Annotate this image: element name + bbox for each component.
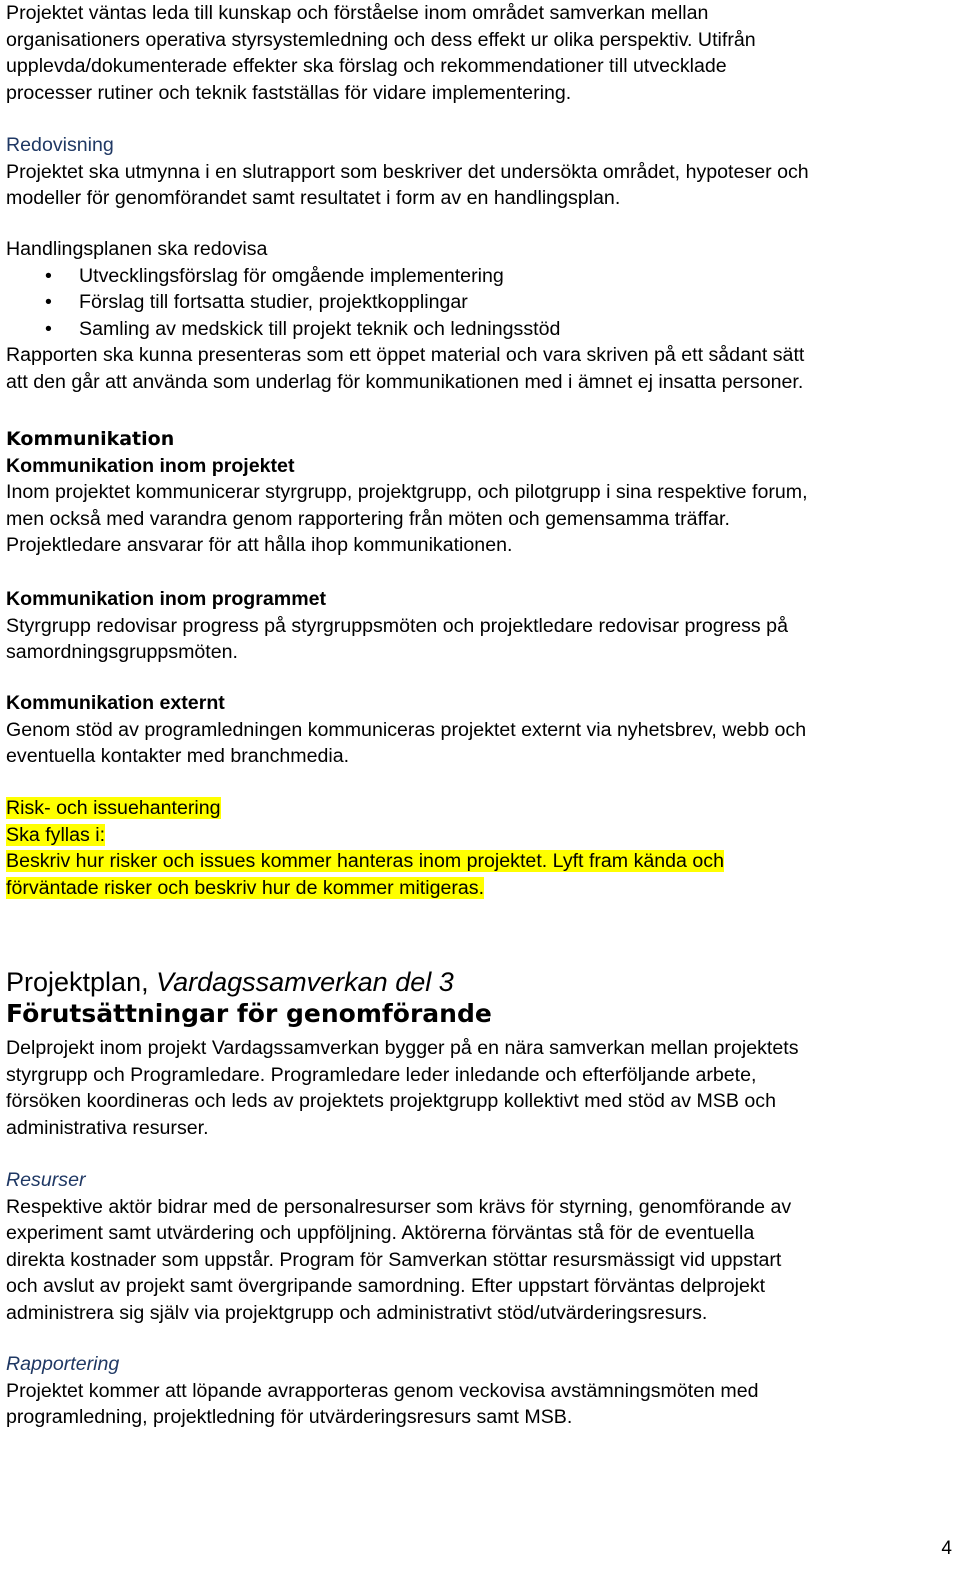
bullet-item: [6, 263, 952, 290]
text-line: Genom stöd av programledningen kommuniceras projektet externt via nyhetsbrev, webb och: [6, 718, 807, 741]
text-line: Inom projektet kommunicerar styrgrupp, projektgrupp, och pilotgrupp i sina respektive forum,: [6, 481, 808, 503]
text-line: Delprojekt inom projekt Vardagssamverkan bygger på en nära samverkan mellan projektets: [6, 1037, 799, 1059]
text-line: Respektive aktör bidrar med de personalresurser som krävs för styrning, genomförande av: [6, 1195, 792, 1218]
resurser-heading: Resurser: [6, 1169, 86, 1191]
text-line: Projektet ska utmynna i en slutrapport som beskriver det undersökta området, hypoteser och: [6, 160, 809, 183]
text-line: Projektledare ansvarar för att hålla ihop kommunikationen.: [6, 534, 513, 556]
text-line: modeller för genomförandet samt resultatet i form av en handlingsplan.: [6, 187, 621, 209]
text-line: och avslut av projekt samt övergripande samordning. Efter uppstart förväntas delprojekt: [6, 1275, 766, 1297]
redovisning-heading: Redovisning: [6, 134, 114, 156]
text-line: eventuella kontakter med branchmedia.: [6, 745, 350, 767]
bullet-icon: •: [45, 317, 52, 340]
handlingsplan-intro: Handlingsplanen ska redovisa: [6, 238, 268, 260]
text-line: att den går att använda som underlag för kommunikationen med i ämnet ej insatta personer.: [6, 370, 804, 393]
kommunikation-heading: Kommunikation: [6, 428, 175, 450]
rapportering-heading: Rapportering: [6, 1353, 120, 1375]
text-line: styrgrupp och Programledare. Programledare leder inledande och efterföljande arbete,: [6, 1063, 757, 1086]
text-line: experiment samt utvärdering och uppföljning. Aktörerna förväntas stå för de eventuella: [6, 1222, 755, 1244]
text-line: direkta kostnader som uppstår. Program för Samverkan stöttar resursmässigt vid uppstart: [6, 1248, 782, 1271]
projektplan-title-italic: Vardagssamverkan del 3: [156, 967, 454, 997]
projektplan-paragraph: [6, 1035, 952, 1141]
kommunikation-programmet: [6, 586, 952, 666]
kommunikation-externt-heading: Kommunikation externt: [6, 692, 225, 714]
kommunikation-programmet-heading: Kommunikation inom programmet: [6, 588, 327, 610]
redovisning-section: [6, 132, 952, 212]
page-number: 4: [941, 1538, 952, 1559]
bullet-text: Förslag till fortsatta studier, projektkopplingar: [79, 291, 468, 313]
bullet-icon: •: [45, 264, 52, 287]
kommunikation-section: [6, 426, 952, 559]
text-line: administrativa resurser.: [6, 1116, 209, 1139]
intro-paragraph: [6, 0, 952, 106]
projektplan-section: [6, 966, 952, 1030]
risk-heading: Risk- och issuehantering: [6, 797, 221, 819]
text-line: processer rutiner och teknik fastställas för vidare implementering.: [6, 81, 572, 104]
kommunikation-externt: [6, 690, 952, 770]
highlighted-text-line: förväntade risker och beskriv hur de kommer mitigeras.: [6, 876, 485, 899]
risk-section: [6, 795, 952, 901]
bullet-icon: •: [45, 291, 52, 313]
bullet-item: [6, 289, 952, 316]
rapportering-section: [6, 1351, 952, 1431]
text-line: samordningsgruppsmöten.: [6, 641, 238, 663]
text-line: upplevda/dokumenterade effekter ska förslag och rekommendationer till utvecklade: [6, 55, 727, 77]
text-line: programledning, projektledning för utvärderingsresurs samt MSB.: [6, 1406, 573, 1428]
text-line: men också med varandra genom rapportering från möten och gemensamma träffar.: [6, 507, 730, 530]
projektplan-title: [6, 966, 952, 998]
forutsattningar-heading: Förutsättningar för genomförande: [6, 999, 492, 1028]
text-line: Styrgrupp redovisar progress på styrgruppsmöten och projektledare redovisar progress på: [6, 614, 788, 637]
bullet-text: Utvecklingsförslag för omgående implementering: [79, 264, 504, 287]
text-line: Rapporten ska kunna presenteras som ett öppet material och vara skriven på ett sådant sätt: [6, 344, 805, 366]
resurser-section: [6, 1167, 952, 1326]
risk-fill-note: Ska fyllas i:: [6, 823, 106, 846]
text-line: Projektet väntas leda till kunskap och förståelse inom området samverkan mellan: [6, 2, 709, 24]
bullet-text: Samling av medskick till projekt teknik och ledningsstöd: [79, 317, 561, 340]
text-line: organisationers operativa styrsystemledning och dess effekt ur olika perspektiv. Utifrån: [6, 28, 756, 51]
bullet-item: [6, 316, 952, 343]
projektplan-title-prefix: Projektplan,: [6, 967, 157, 997]
handlingsplan-section: [6, 236, 952, 395]
highlighted-text-line: Beskriv hur risker och issues kommer hanteras inom projektet. Lyft fram kända och: [6, 850, 724, 872]
kommunikation-projektet-heading: Kommunikation inom projektet: [6, 454, 295, 477]
text-line: försöken koordineras och leds av projektets projektgrupp kollektivt med stöd av MSB och: [6, 1090, 776, 1112]
text-line: Projektet kommer att löpande avrapporteras genom veckovisa avstämningsmöten med: [6, 1379, 759, 1402]
text-line: administrera sig själv via projektgrupp och administrativt stöd/utvärderingsresurs.: [6, 1301, 708, 1324]
